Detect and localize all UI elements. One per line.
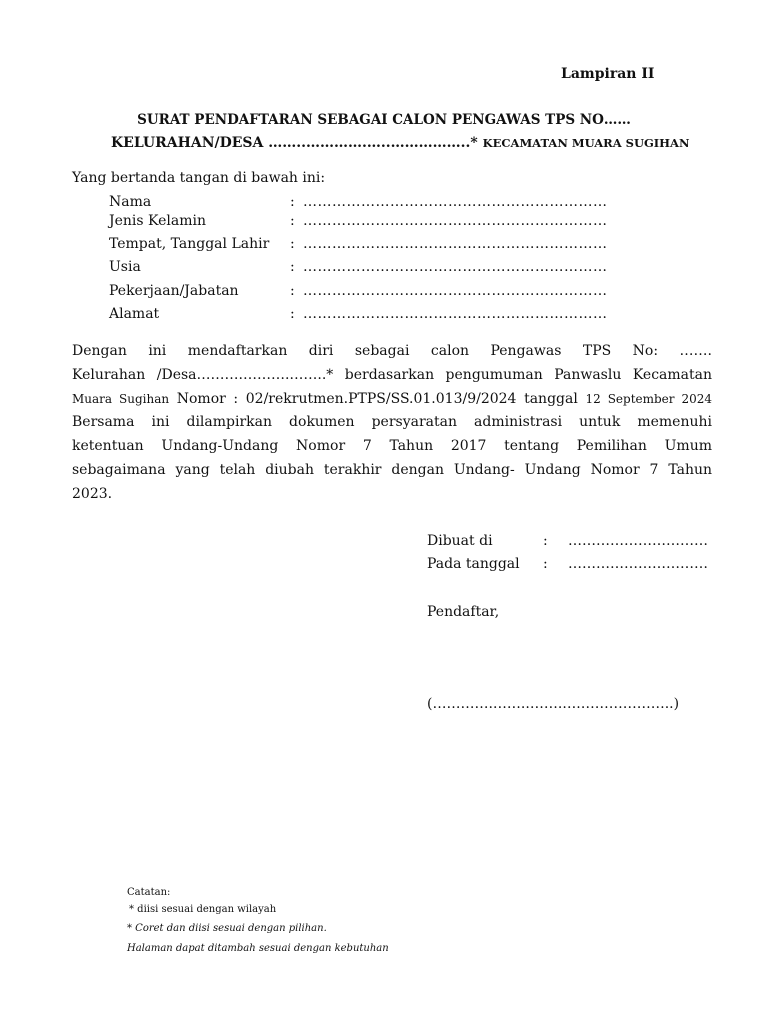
field-blank-age: ……………………………………………………… xyxy=(303,259,608,275)
field-colon: : xyxy=(290,259,295,275)
field-label-name: Nama xyxy=(109,194,152,210)
field-label-age: Usia xyxy=(109,259,141,275)
date-word: tanggal xyxy=(524,390,578,407)
body-paragraph xyxy=(72,340,712,507)
document-subtitle xyxy=(111,135,689,151)
note-item: Halaman dapat ditambah sesuai dengan kebutuhan xyxy=(127,943,389,954)
date-label: Pada tanggal xyxy=(427,556,520,572)
announcement-date: 12 September 2024 xyxy=(585,391,713,406)
attachment-label: Lampiran II xyxy=(561,66,655,82)
field-colon: : xyxy=(290,194,295,210)
paragraph-line: 2023. xyxy=(72,485,113,502)
date-colon: : xyxy=(543,556,548,572)
date-blank: ………………………… xyxy=(568,556,708,572)
made-at-colon: : xyxy=(543,533,548,549)
field-label-address: Alamat xyxy=(109,306,160,322)
note-item: * Coret dan diisi sesuai dengan pilihan. xyxy=(127,923,327,934)
paragraph-line: Kelurahan /Desa……….……….……..* berdasarkan pengumuman Panwaslu Kecamatan xyxy=(72,366,712,383)
field-blank-address: ……………………………………………………… xyxy=(303,306,608,322)
paragraph-line: Bersama ini dilampirkan dokumen persyaratan administrasi untuk memenuhi xyxy=(72,414,712,431)
paragraph-line: Dengan ini mendaftarkan diri sebagai calon Pengawas TPS No: ……. xyxy=(72,343,712,359)
field-blank-gender: ……………………………………………………… xyxy=(303,213,608,229)
field-colon: : xyxy=(290,213,295,229)
field-colon: : xyxy=(290,283,295,299)
field-label-birth: Tempat, Tanggal Lahir xyxy=(109,236,270,252)
announcement-number: Nomor : 02/rekrutmen.PTPS/SS.01.013/9/2024 xyxy=(176,390,517,407)
intro-text: Yang bertanda tangan di bawah ini: xyxy=(72,170,326,186)
field-label-gender: Jenis Kelamin xyxy=(109,213,206,229)
paragraph-line xyxy=(72,388,712,412)
paragraph-line: sebagaimana yang telah diubah terakhir dengan Undang- Undang Nomor 7 Tahun xyxy=(72,461,712,478)
made-at-blank: ………………………… xyxy=(568,533,708,549)
registrant-label: Pendaftar, xyxy=(427,604,500,620)
field-colon: : xyxy=(290,306,295,322)
field-blank-birth: ……………………………………………………… xyxy=(303,236,608,252)
paragraph-line: ketentuan Undang-Undang Nomor 7 Tahun 2017 tentang Pemilihan Umum xyxy=(72,438,712,455)
note-item: * diisi sesuai dengan wilayah xyxy=(129,904,277,915)
field-blank-occupation: ……………………………………………………… xyxy=(303,283,608,299)
field-colon: : xyxy=(290,236,295,252)
district-name: Muara Sugihan xyxy=(72,391,170,406)
signature-name-line: (………….……..…….….………………..) xyxy=(427,696,680,712)
field-blank-name: ……………………………………………………… xyxy=(303,194,608,210)
field-label-occupation: Pekerjaan/Jabatan xyxy=(109,283,239,299)
subtitle-district: KECAMATAN MUARA SUGIHAN xyxy=(482,136,690,150)
document-title: SURAT PENDAFTARAN SEBAGAI CALON PENGAWAS TPS NO…… xyxy=(137,112,631,128)
notes-title: Catatan: xyxy=(127,887,171,898)
subtitle-village: KELURAHAN/DESA ……..………….…..……………..* xyxy=(111,135,478,151)
made-at-label: Dibuat di xyxy=(427,533,493,549)
